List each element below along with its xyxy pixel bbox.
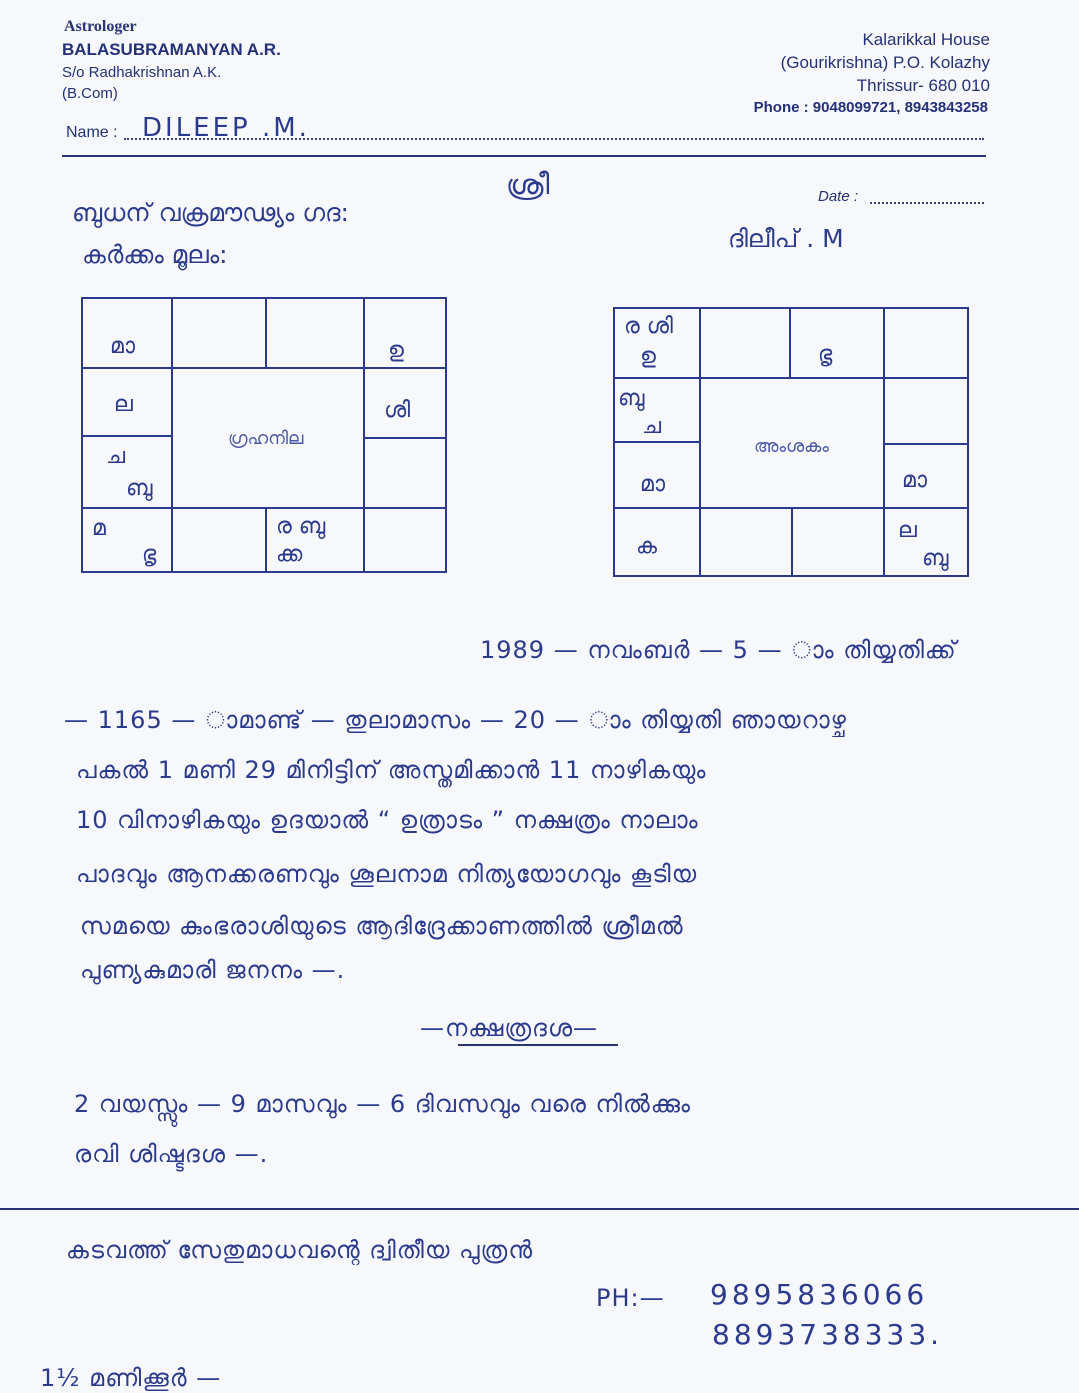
rasi-chart: [80, 296, 450, 576]
footer-writer: കടവത്ത് സേതുമാധവന്റെ ദ്വിതീയ പുത്രൻ: [66, 1236, 534, 1264]
astrologer-degree: (B.Com): [62, 85, 118, 102]
dasa-heading-underline: [458, 1044, 618, 1046]
amsa-cell-r0c0a: ര ശി: [624, 314, 673, 339]
footer-phone-2: 8893738333.: [712, 1318, 944, 1351]
dasa-heading: —നക്ഷത്രദശ—: [420, 1014, 599, 1042]
amsa-cell-r3c3a: ല: [898, 518, 917, 543]
date-label: Date :: [818, 188, 859, 205]
amsa-chart: [612, 306, 972, 580]
header-line-2: കർക്കം മൂലം:: [82, 240, 228, 269]
name-value: DILEEP .M.: [142, 113, 310, 143]
amsa-cell-r3c3b: ബു: [922, 546, 949, 571]
amsa-cell-r1c0b: ച: [642, 414, 662, 439]
rasi-cell-r0c0: മാ: [110, 334, 135, 359]
phone-line: Phone : 9048099721, 8943843258: [753, 99, 988, 116]
body-line-1: 1989 — നവംബർ — 5 — ാം തിയ്യതിക്ക്: [480, 636, 957, 664]
address-line-3: Thrissur- 680 010: [856, 76, 990, 95]
rasi-cell-r2c0a: ച: [106, 444, 126, 469]
body-line-3: പകൽ 1 മണി 29 മിനിട്ടിന് അസ്തമിക്കാൻ 11 നാഴികയും: [76, 756, 707, 784]
body-line-2: — 1165 — ാമാണ്ട് — തുലാമാസം — 20 — ാം തിയ്യതി ഞായറാഴ്ച: [64, 706, 847, 734]
address-line-1: Kalarikkal House: [862, 30, 990, 49]
rasi-center-label: ഗ്രഹനില: [228, 428, 304, 449]
footer-phone-1: 9895836066: [710, 1278, 929, 1311]
amsa-cell-r3c0: ക: [636, 534, 657, 559]
body-line-4: 10 വിനാഴികയും ഉദയാൽ “ ഉത്രാടം ” നക്ഷത്രം നാലാം: [76, 806, 699, 834]
amsa-cell-r2c0: മാ: [640, 472, 665, 497]
rasi-cell-r3c0a: മ: [92, 516, 106, 541]
rasi-cell-r3c2b: ക്ക: [276, 542, 303, 567]
amsa-cell-r2c3: മാ: [902, 468, 927, 493]
name-label: Name :: [66, 124, 118, 141]
amsa-center-label: അംശകം: [754, 436, 829, 457]
astrologer-role: Astrologer: [64, 18, 137, 35]
rasi-cell-r3c2a: ര ബു: [276, 514, 326, 539]
letterhead-rule: [62, 155, 986, 157]
rasi-cell-r1c3: ശി: [384, 398, 411, 423]
header-line-1: ബുധന് വക്രമൗഢ്യം ഗദ:: [72, 198, 349, 227]
amsa-cell-r0c0b: ഉ: [640, 344, 656, 369]
amsa-cell-r1c0a: ബു: [618, 386, 645, 411]
astrologer-parent: S/o Radhakrishnan A.K.: [62, 64, 222, 81]
body-line-7: പുണ്യകുമാരി ജനനം —.: [80, 956, 346, 984]
header-right-name: ദിലീപ് . M: [728, 224, 844, 253]
footer-phone-label: PH:—: [596, 1284, 665, 1312]
rasi-cell-r2c0b: ബു: [126, 476, 153, 501]
rasi-cell-r1c0: ല: [114, 392, 133, 417]
footer-fee: 1½ മണിക്കൂർ —: [40, 1364, 222, 1392]
date-dotted-line: [870, 202, 984, 204]
astrologer-name: BALASUBRAMANYAN A.R.: [62, 40, 281, 59]
amsa-cell-r0c2: ഭൃ: [818, 342, 833, 367]
body-line-6: സമയെ കുംഭരാശിയുടെ ആദിദ്രേക്കാണത്തിൽ ശ്രീമൽ: [80, 912, 684, 940]
body-line-5: പാദവും ആനക്കരണവും ശൂലനാമ നിത്യയോഗവും കൂടിയ: [76, 860, 698, 888]
body-line-9: രവി ശിഷ്ടദശ —.: [74, 1140, 269, 1168]
rasi-cell-r3c0b: ഭൃ: [142, 542, 157, 567]
body-line-8: 2 വയസ്സും — 9 മാസവും — 6 ദിവസവും വരെ നിൽക്കും: [74, 1090, 691, 1118]
rasi-cell-r0c3: ഉ: [388, 338, 404, 363]
sri-heading: ശ്രീ: [506, 168, 550, 201]
footer-separator: [0, 1208, 1079, 1210]
address-line-2: (Gourikrishna) P.O. Kolazhy: [780, 53, 990, 72]
